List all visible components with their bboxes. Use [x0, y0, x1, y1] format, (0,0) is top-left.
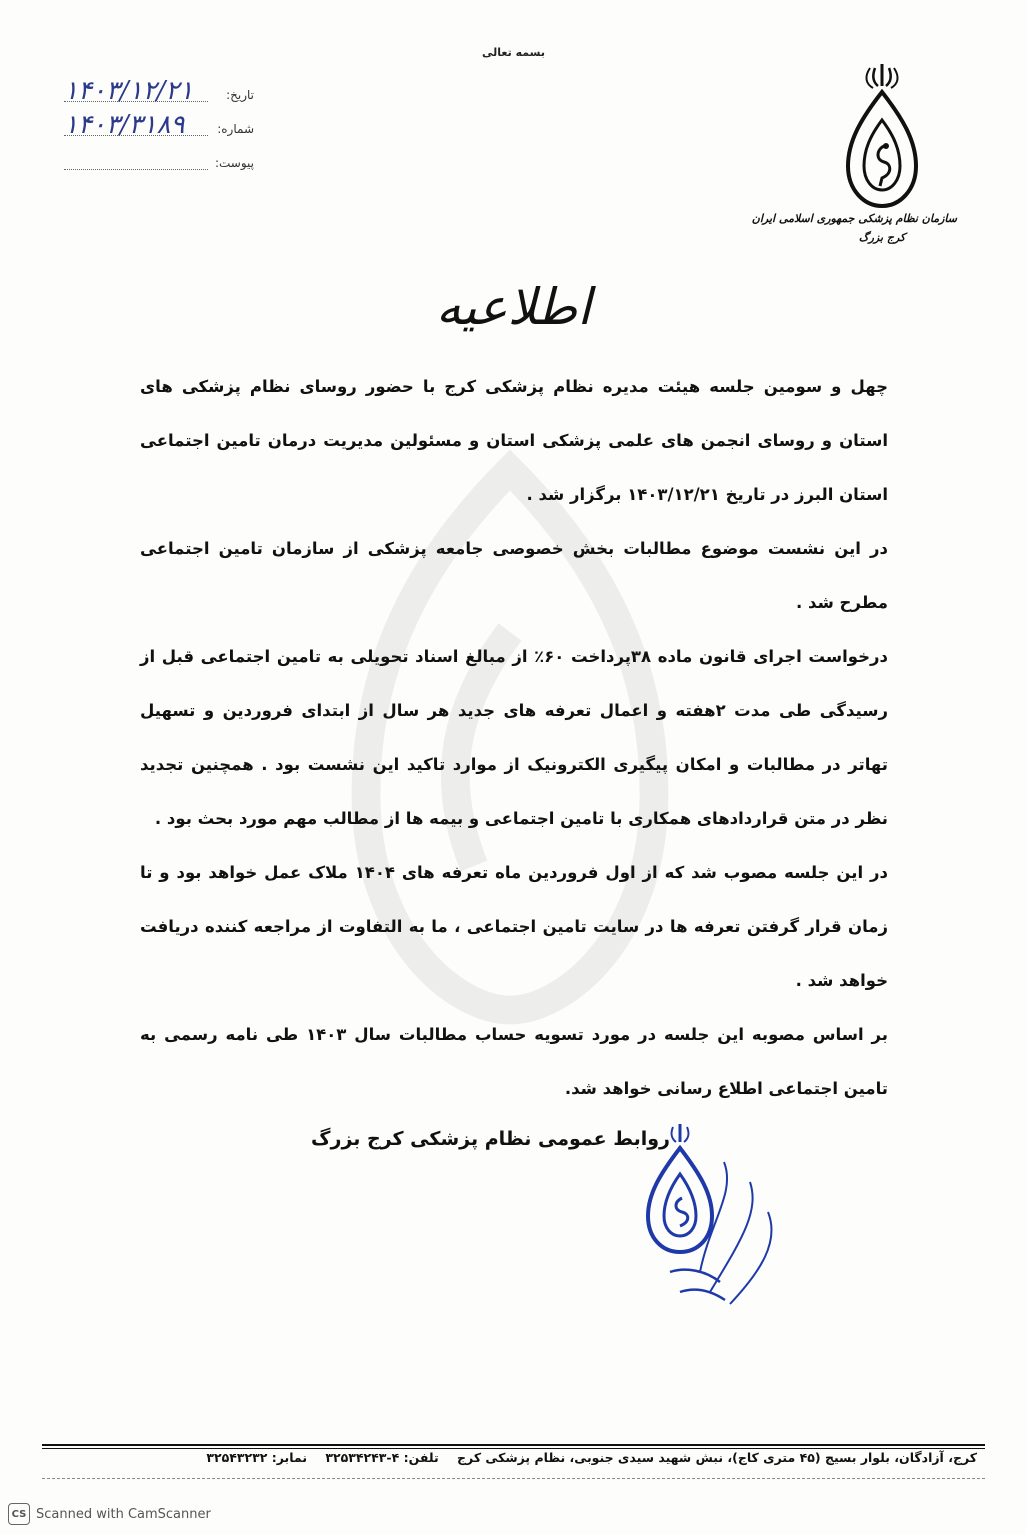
- footer-dashed-rule: [42, 1478, 985, 1479]
- scanner-watermark: [8, 1503, 211, 1525]
- date-label: تاریخ:: [226, 88, 254, 102]
- footer-phone: تلفن: ۴-۳۲۵۳۴۲۴۳: [325, 1450, 439, 1465]
- footer-rule: [42, 1448, 985, 1449]
- attachment-row: [60, 142, 260, 176]
- body-paragraph: چهل و سومین جلسه هیئت مدیره نظام پزشکی کرج با حضور روسای نظام پزشکی های استان و روسای انجمن های علمی پزشکی استان و مسئولین مدیریت درمان تامین اجتماعی استان البرز در تاریخ ۱۴۰۳/۱۲/۲۱ برگزار شد .: [140, 377, 888, 504]
- date-row: [60, 74, 260, 108]
- org-branch: کرج بزرگ: [858, 231, 906, 244]
- footer-rule: [42, 1444, 985, 1446]
- scanner-label: Scanned with CamScanner: [36, 1506, 211, 1522]
- footer-fax: نمابر: ۳۲۵۴۳۲۳۲: [206, 1450, 308, 1465]
- letterhead-footer: [42, 1450, 977, 1472]
- camscanner-icon: CS: [8, 1503, 30, 1525]
- number-value: ۱۴۰۳/۳۱۸۹: [64, 110, 185, 140]
- signature-title: روابط عمومی نظام پزشکی کرج بزرگ: [311, 1128, 670, 1150]
- medical-council-logo-icon: [842, 62, 922, 210]
- body-paragraph: درخواست اجرای قانون ماده ۳۸پرداخت ۶۰٪ از مبالغ اسناد تحویلی به تامین اجتماعی قبل از رسیدگی طی مدت ۲هفته و اعمال تعرفه های جدید هر سال از ابتدای فروردین و تسهیل تهاتر در مطالبات و امکان پیگیری الکترونیک از موارد تاکید این نشست بود . همچنین تجدید نظر در متن قراردادهای همکاری با تامین اجتماعی و بیمه ها از مطالب مهم مورد بحث بود .: [140, 647, 888, 828]
- announcement-title: اطلاعیه: [435, 278, 592, 336]
- body-paragraph: بر اساس مصوبه این جلسه در مورد تسویه حساب مطالبات سال ۱۴۰۳ طی نامه رسمی به تامین اجتماعی اطلاع رسانی خواهد شد.: [140, 1025, 888, 1098]
- letter-meta: [60, 74, 260, 176]
- attachment-dotted-line: [64, 169, 208, 170]
- basmala: بسمه تعالی: [482, 46, 545, 59]
- org-logo-block: [751, 62, 957, 244]
- number-row: [60, 108, 260, 142]
- attachment-label: پیوست:: [214, 156, 254, 170]
- date-value: ۱۴۰۳/۱۲/۲۱: [64, 76, 194, 106]
- body-paragraph: در این نشست موضوع مطالبات بخش خصوصی جامعه پزشکی از سازمان تامین اجتماعی مطرح شد .: [140, 539, 888, 612]
- org-name: سازمان نظام پزشکی جمهوری اسلامی ایران: [751, 212, 957, 225]
- number-label: شماره:: [217, 122, 254, 136]
- official-stamp-icon: [640, 1122, 810, 1312]
- body-paragraph: در این جلسه مصوب شد که از اول فروردین ماه تعرفه های ۱۴۰۴ ملاک عمل خواهد بود و تا زمان قرار گرفتن تعرفه ها در سایت تامین اجتماعی ، ما به التفاوت از مراجعه کننده دریافت خواهد شد .: [140, 863, 889, 990]
- letter-body: [140, 360, 888, 1116]
- footer-address: کرج، آزادگان، بلوار بسیج (۴۵ متری کاج)، نبش شهید سیدی جنوبی، نظام پزشکی کرج: [457, 1450, 977, 1465]
